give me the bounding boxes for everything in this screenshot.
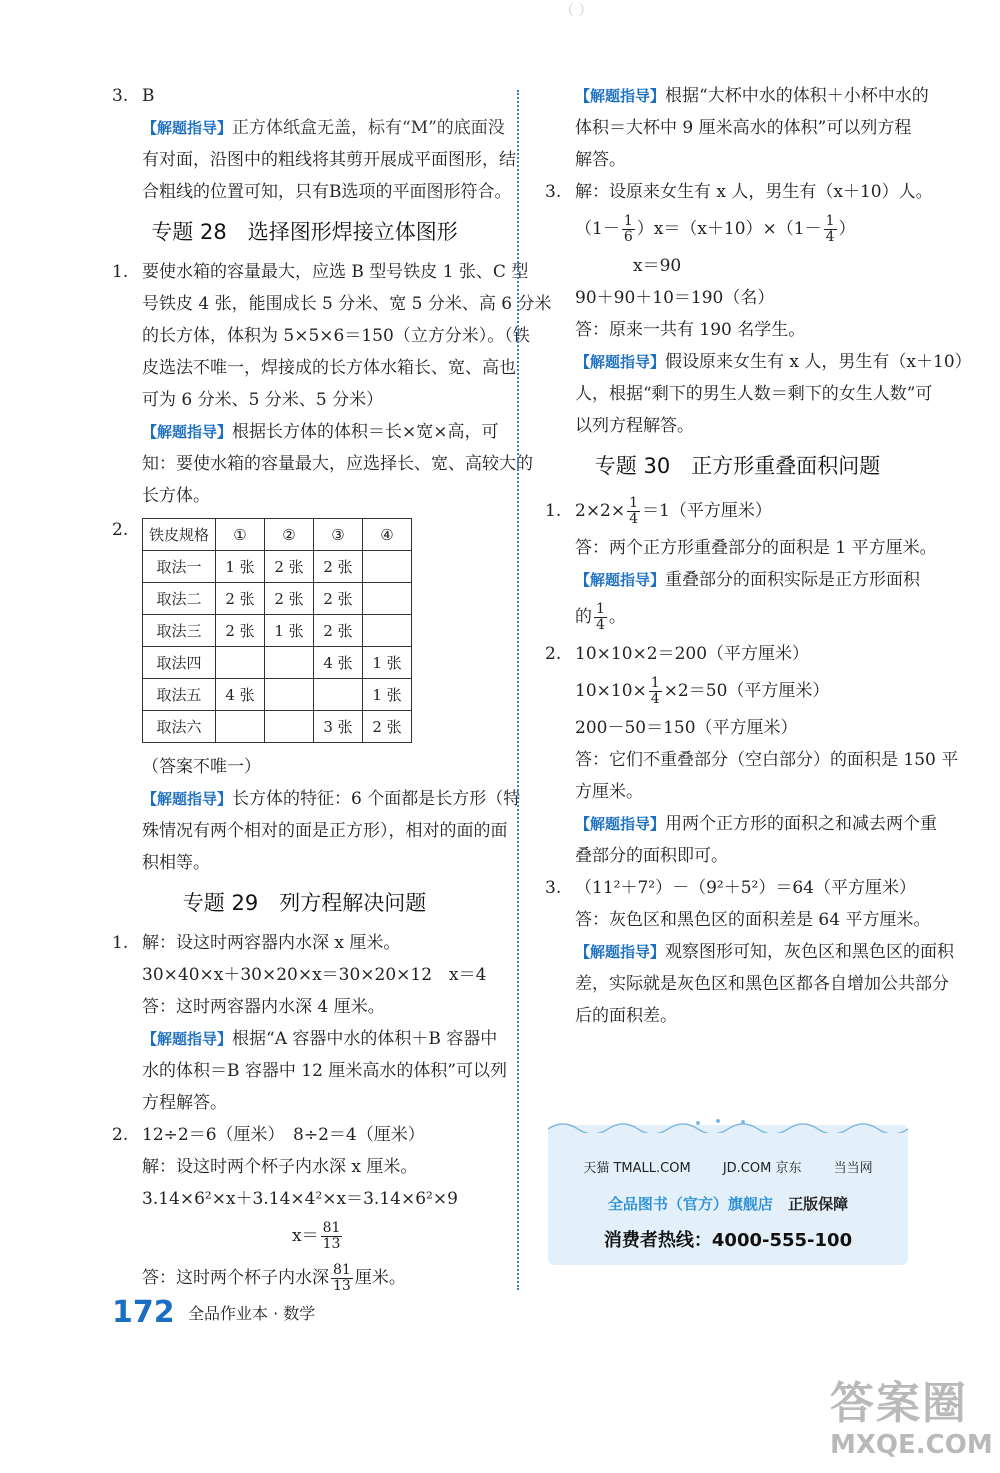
t28-q1-hint-line: 长方体。: [142, 486, 210, 506]
table-header-cell: ①: [216, 519, 265, 551]
t30-q3-line: 答：灰色区和黑色区的面积差是 64 平方厘米。: [575, 910, 931, 930]
t30-q1: 1. 2×2× $\frac{1}{4}$ ＝1（平方厘米）: [545, 495, 772, 527]
table-cell: 2 张: [216, 615, 265, 647]
t28-q1-hint-line: 知：要使水箱的容量最大，应选择长、宽、高较大的: [142, 454, 533, 474]
t28-q2-note: （答案不唯一）: [142, 757, 261, 777]
dangdang-label: 当当网: [833, 1161, 873, 1176]
jd-label: JD.COM 京东: [722, 1161, 802, 1176]
t30-q1-hint-line: 的 $\frac{1}{4}$ 。: [575, 601, 626, 633]
fraction: $\frac{1}{6}$: [623, 213, 633, 245]
fraction: $\frac{1}{4}$: [825, 213, 835, 245]
t28-q2: 2. 铁皮规格 ① ② ③ ④ 取法一 1 张 2 张 2 张 取法二 2 张 2 张 2 张 取法三 2 张 1 张 2 张 取法四 4 张 1 张 取法五 4 张 1 张 取法六 3 张 2 张: [112, 518, 497, 743]
t29-q1-hint: 【解题指导】根据“A 容器中水的体积＋B 容器中: [142, 1029, 498, 1049]
t28-q1-line: 皮选法不唯一，焊接成的长方体水箱长、宽、高也: [142, 358, 516, 378]
t29-q1-line: 30×40×x＋30×20×x＝30×20×12 x＝4: [142, 965, 487, 985]
topic29-title: 专题 29 列方程解决问题: [182, 891, 427, 915]
tip-label: 【解题指导】: [575, 943, 666, 961]
table-row: [143, 711, 412, 743]
table-cell: 1 张: [363, 647, 412, 679]
table-cell: 取法一: [143, 551, 216, 583]
watermark: [830, 1378, 993, 1460]
table-cell: 2 张: [314, 615, 363, 647]
table-cell: [363, 551, 412, 583]
ad-store: [548, 1193, 908, 1214]
sheet-table: [142, 518, 412, 743]
watermark-line2: MXQE.COM: [830, 1430, 993, 1460]
page-footer: [112, 1295, 315, 1330]
t29-q3-line: 答：原来一共有 190 名学生。: [575, 320, 806, 340]
t29-q3: 3. 解：设原来女生有 x 人，男生有（x＋10）人。: [545, 182, 933, 202]
fraction: $\frac{1}{4}$: [650, 675, 660, 707]
t29-q2-solution: x＝ $\frac{81}{13}$: [292, 1220, 341, 1252]
fraction: $\frac{1}{4}$: [629, 495, 639, 527]
fraction: $\frac{1}{4}$: [596, 601, 605, 633]
table-cell: [363, 583, 412, 615]
t29-q3-line: x＝90: [633, 256, 682, 276]
genuine-label: 正版保障: [788, 1195, 849, 1213]
table-cell: 取法六: [143, 711, 216, 743]
right-column: [545, 80, 972, 1032]
table-cell: [265, 679, 314, 711]
t30-q2-line: 10×10× $\frac{1}{4}$ ×2＝50（平方厘米）: [575, 675, 830, 707]
watermark-line1: 答案圈: [830, 1378, 968, 1429]
table-cell: 2 张: [314, 551, 363, 583]
wave-decoration-icon: [548, 1119, 908, 1133]
ad-platforms: [548, 1157, 908, 1176]
t28-q2-hint-line: 积相等。: [142, 853, 210, 873]
tip-label: 【解题指导】: [142, 1030, 233, 1048]
table-cell: [363, 615, 412, 647]
t29-q2-answer: 答：这时两个杯子内水深 $\frac{81}{13}$ 厘米。: [142, 1262, 406, 1294]
table-cell: 1 张: [265, 615, 314, 647]
table-cell: 2 张: [363, 711, 412, 743]
tip-label: 【解题指导】: [142, 790, 233, 808]
t29-q2-hint-line: 体积＝大杯中 9 厘米高水的体积”可以列方程: [575, 118, 912, 138]
table-cell: [216, 647, 265, 679]
t30-q2-line: 200－50＝150（平方厘米）: [575, 718, 798, 738]
t29-q1: 1. 解：设这时两容器内水深 x 厘米。: [112, 933, 401, 953]
t30-q2-line: 方厘米。: [575, 782, 643, 802]
fraction: $\frac{81}{13}$: [322, 1220, 341, 1252]
t29-q1-line: 答：这时两容器内水深 4 厘米。: [142, 997, 385, 1017]
t29-q2-line: 3.14×6²×x＋3.14×4²×x＝3.14×6²×9: [142, 1189, 458, 1209]
topic28-title: 专题 28 选择图形焊接立体图形: [151, 220, 458, 244]
table-cell: [216, 711, 265, 743]
table-cell: 取法五: [143, 679, 216, 711]
t29-q2-hint: 【解题指导】根据“大杯中水的体积＋小杯中水的: [575, 86, 929, 106]
table-row: [143, 615, 412, 647]
t30-q2-hint: 【解题指导】用两个正方形的面积之和减去两个重: [575, 814, 938, 834]
page-number: 172: [112, 1295, 175, 1330]
table-cell: 4 张: [314, 647, 363, 679]
tmall-label: 天猫 TMALL.COM: [583, 1161, 691, 1176]
table-cell: 1 张: [363, 679, 412, 711]
tip-label: 【解题指导】: [142, 423, 233, 441]
t29-q3-line: 90＋90＋10＝190（名）: [575, 288, 775, 308]
t29-q1-hint-line: 水的体积＝B 容器中 12 厘米高水的体积”可以列: [142, 1061, 508, 1081]
tip-label: 【解题指导】: [575, 87, 666, 105]
table-cell: [265, 711, 314, 743]
topic30-title: 专题 30 正方形重叠面积问题: [594, 454, 881, 478]
t30-q1-line: 答：两个正方形重叠部分的面积是 1 平方厘米。: [575, 538, 937, 558]
table-cell: 取法三: [143, 615, 216, 647]
table-row: [143, 679, 412, 711]
table-header-cell: 铁皮规格: [143, 519, 216, 551]
t28-q1-line: 号铁皮 4 张，能围成长 5 分米、宽 5 分米、高 6 分米: [142, 294, 552, 314]
t30-q2: 2. 10×10×2＝200（平方厘米）: [545, 644, 810, 664]
book-title: 全品作业本 · 数学: [188, 1304, 316, 1323]
table-cell: 2 张: [265, 551, 314, 583]
t29-q3-hint-line: 以列方程解答。: [575, 416, 694, 436]
t30-q3: 3. （11²＋7²）－（9²＋5²）＝64（平方厘米）: [545, 878, 916, 898]
q3-answer: 3. B: [112, 86, 155, 106]
t30-q3-hint-line: 后的面积差。: [575, 1006, 677, 1026]
table-cell: 取法四: [143, 647, 216, 679]
t29-q3-hint-line: 人，根据“剩下的男生人数＝剩下的女生人数”可: [575, 384, 933, 404]
t30-q2-hint-line: 叠部分的面积即可。: [575, 846, 728, 866]
tip-label: 【解题指导】: [575, 815, 666, 833]
table-cell: [314, 679, 363, 711]
table-cell: 取法二: [143, 583, 216, 615]
table-cell: 3 张: [314, 711, 363, 743]
t30-q1-hint: 【解题指导】重叠部分的面积实际是正方形面积: [575, 570, 921, 590]
t28-q1-line: 可为 6 分米、5 分米、5 分米）: [142, 390, 384, 410]
table-row: [143, 583, 412, 615]
table-header-cell: ④: [363, 519, 412, 551]
t28-q2-hint: 【解题指导】长方体的特征：6 个面都是长方形（特: [142, 789, 521, 809]
t29-q3-equation: （1－ $\frac{1}{6}$ ）x＝（x＋10）×（1－ $\frac{1}{4}$ ）: [575, 213, 856, 245]
table-header-cell: ③: [314, 519, 363, 551]
t29-q2-hint-line: 解答。: [575, 150, 626, 170]
store-name: 全品图书（官方）旗舰店: [607, 1195, 773, 1213]
table-header-row: [143, 519, 412, 551]
table-header-cell: ②: [265, 519, 314, 551]
q3-hint-line: 有对面，沿图中的粗线将其剪开展成平面图形，结: [142, 150, 516, 170]
t28-q1-hint: 【解题指导】根据长方体的体积＝长×宽×高，可: [142, 422, 499, 442]
t30-q3-hint: 【解题指导】观察图形可知，灰色区和黑色区的面积: [575, 942, 955, 962]
q3-hint: 【解题指导】正方体纸盒无盖，标有“M”的底面没: [142, 118, 505, 138]
t29-q3-hint: 【解题指导】假设原来女生有 x 人，男生有（x＋10）: [575, 352, 972, 372]
left-column: [112, 80, 552, 1299]
tip-label: 【解题指导】: [142, 119, 233, 137]
t28-q1: 1. 要使水箱的容量最大，应选 B 型号铁皮 1 张、C 型: [112, 262, 529, 282]
t30-q2-line: 答：它们不重叠部分（空白部分）的面积是 150 平: [575, 750, 959, 770]
table-cell: 1 张: [216, 551, 265, 583]
table-row: [143, 647, 412, 679]
table-cell: 2 张: [314, 583, 363, 615]
tip-label: 【解题指导】: [575, 353, 666, 371]
hotline: 消费者热线：4000-555-100: [603, 1230, 853, 1251]
table-cell: 2 张: [216, 583, 265, 615]
t28-q1-line: 的长方体，体积为 5×5×6＝150（立方分米）。（铁: [142, 326, 530, 346]
t30-q3-hint-line: 差，实际就是灰色区和黑色区都各自增加公共部分: [575, 974, 949, 994]
table-cell: [265, 647, 314, 679]
table-cell: 2 张: [265, 583, 314, 615]
top-residual-text: （ ）: [560, 3, 593, 19]
t29-q2: 2. 12÷2＝6（厘米） 8÷2＝4（厘米）: [112, 1125, 425, 1145]
tip-label: 【解题指导】: [575, 571, 666, 589]
t28-q2-hint-line: 殊情况有两个相对的面是正方形），相对的面的面: [142, 821, 508, 841]
column-divider: [517, 90, 519, 1290]
table-row: [143, 551, 412, 583]
q3-hint-line: 合粗线的位置可知，只有B选项的平面图形符合。: [142, 182, 512, 202]
store-ad-banner: [548, 1125, 908, 1265]
t29-q1-hint-line: 方程解答。: [142, 1093, 227, 1113]
table-cell: 4 张: [216, 679, 265, 711]
fraction: $\frac{81}{13}$: [333, 1262, 351, 1294]
t29-q2-line: 解：设这时两个杯子内水深 x 厘米。: [142, 1157, 418, 1177]
